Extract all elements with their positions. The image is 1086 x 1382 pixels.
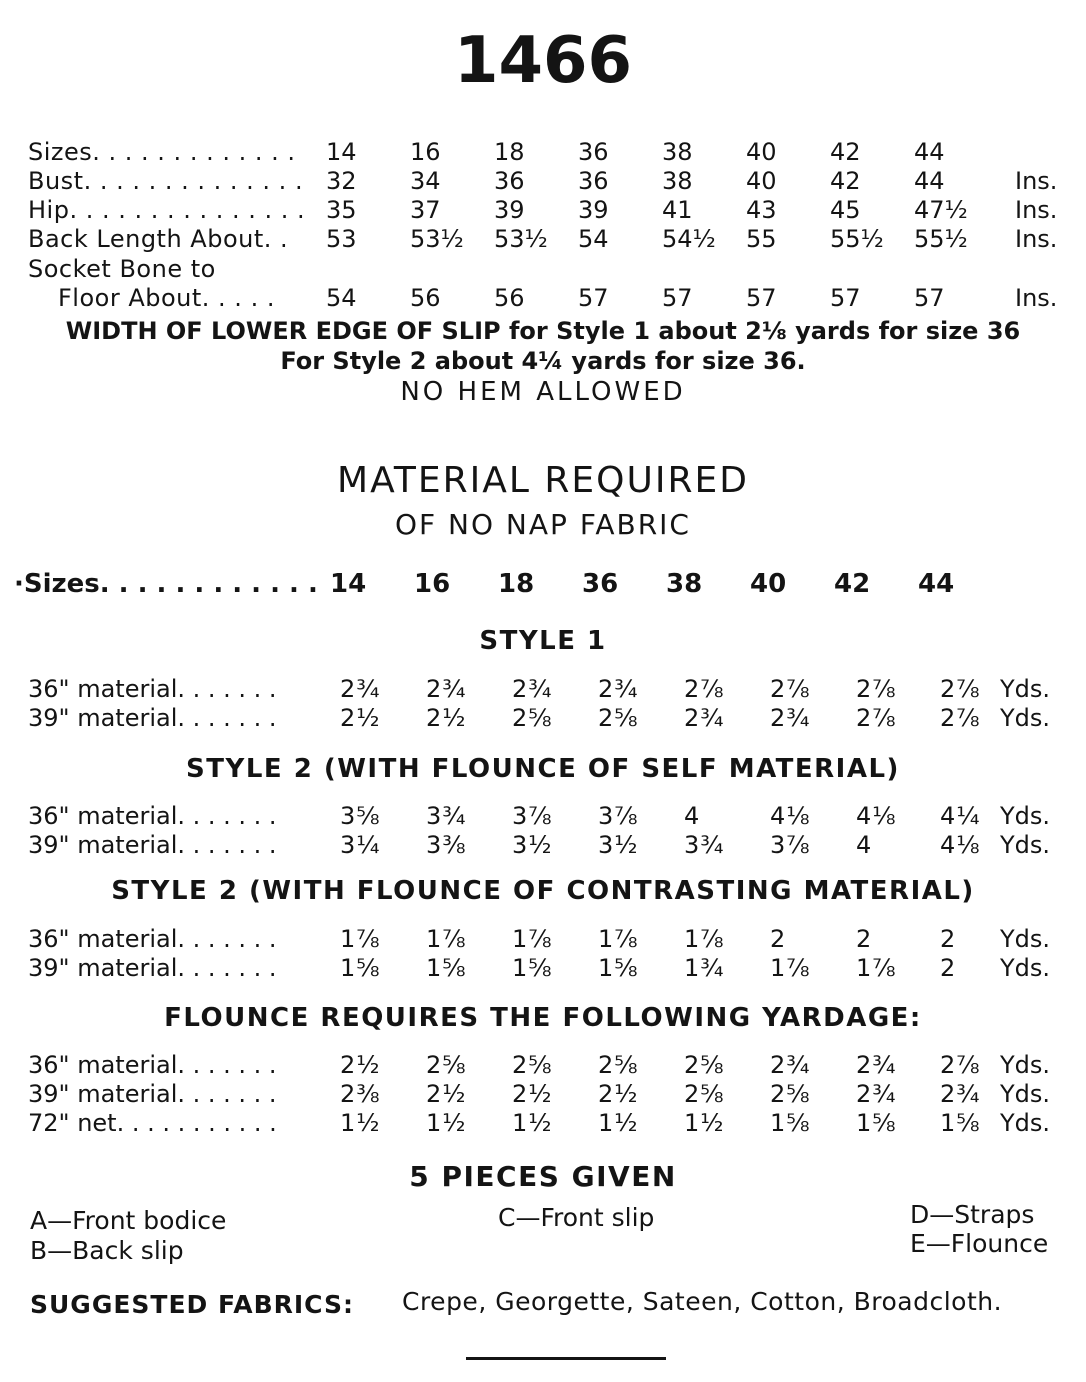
fabrics-label: SUGGESTED FABRICS: — [30, 1290, 354, 1319]
material-cell: 2⅞ — [940, 1051, 981, 1079]
section-heading: STYLE 2 (WITH FLOUNCE OF SELF MATERIAL) — [186, 754, 900, 784]
pattern-number: 1466 — [453, 24, 633, 98]
material-row-unit: Yds. — [1000, 1080, 1051, 1108]
material-cell: 2¾ — [770, 1051, 811, 1079]
material-row-unit: Yds. — [1000, 1109, 1051, 1137]
sizes-row-unit: Ins. — [1015, 225, 1058, 253]
material-row-unit: Yds. — [1000, 954, 1051, 982]
sizes-row-unit: Ins. — [1015, 167, 1058, 195]
sizes-cell: 55 — [746, 225, 777, 253]
sizes-cell: 42 — [830, 167, 861, 195]
material-cell: 1⅞ — [598, 925, 639, 953]
material-cell: 2¾ — [598, 675, 639, 703]
material-cell: 2¾ — [770, 704, 811, 732]
material-row-label: 36" material. . . . . . . — [28, 802, 277, 830]
material-size-value: 16 — [414, 569, 451, 599]
material-cell: 2¾ — [426, 675, 467, 703]
material-cell: 2½ — [426, 1080, 467, 1108]
material-sizes-row — [14, 566, 1074, 602]
material-cell: 1½ — [598, 1109, 639, 1137]
material-row — [28, 1108, 1068, 1138]
fabrics-list: Crepe, Georgette, Sateen, Cotton, Broadcloth. — [402, 1287, 1003, 1316]
material-cell: 2½ — [598, 1080, 639, 1108]
material-row-label: 39" material. . . . . . . — [28, 704, 277, 732]
material-cell: 2 — [770, 925, 787, 953]
sizes-cell: 39 — [578, 196, 609, 224]
sizes-table-row — [28, 195, 1068, 225]
material-row-unit: Yds. — [1000, 704, 1051, 732]
material-cell: 2½ — [340, 704, 381, 732]
material-row — [28, 1079, 1068, 1109]
material-cell: 2⅞ — [770, 675, 811, 703]
sizes-cell: 57 — [746, 284, 777, 312]
material-cell: 1⅞ — [340, 925, 381, 953]
sizes-cell: 45 — [830, 196, 861, 224]
material-cell: 2½ — [340, 1051, 381, 1079]
material-cell: 1½ — [512, 1109, 553, 1137]
material-row-label: 36" material. . . . . . . — [28, 925, 277, 953]
bottom-rule — [466, 1357, 666, 1360]
material-size-value: 40 — [750, 569, 787, 599]
material-row — [28, 1050, 1068, 1080]
material-row-unit: Yds. — [1000, 802, 1051, 830]
material-cell: 4⅛ — [770, 802, 811, 830]
sizes-cell: 57 — [662, 284, 693, 312]
sizes-row-unit: Ins. — [1015, 284, 1058, 312]
sizes-cell: 36 — [494, 167, 525, 195]
sizes-cell: 16 — [410, 138, 441, 166]
sizes-cell: 38 — [662, 138, 693, 166]
material-cell: 3½ — [512, 831, 553, 859]
sizes-cell: 57 — [914, 284, 945, 312]
material-cell: 3⅞ — [598, 802, 639, 830]
sizes-table-row — [28, 224, 1068, 254]
material-cell: 1⅝ — [426, 954, 467, 982]
material-cell: 2⅝ — [684, 1051, 725, 1079]
hem-note: NO HEM ALLOWED — [400, 377, 686, 407]
piece-e: E—Flounce — [910, 1229, 1049, 1258]
material-row — [28, 801, 1068, 831]
width-note-1: WIDTH OF LOWER EDGE OF SLIP for Style 1 about 2⅛ yards for size 36 — [65, 317, 1021, 345]
material-cell: 2½ — [512, 1080, 553, 1108]
material-row-unit: Yds. — [1000, 1051, 1051, 1079]
material-cell: 1⅞ — [770, 954, 811, 982]
sizes-cell: 56 — [410, 284, 441, 312]
material-cell: 1½ — [684, 1109, 725, 1137]
material-cell: 1⅞ — [512, 925, 553, 953]
sizes-cell: 54 — [578, 225, 609, 253]
sizes-table-row — [28, 166, 1068, 196]
material-row — [28, 703, 1068, 733]
sizes-cell: 53 — [326, 225, 357, 253]
sizes-row-label: Sizes. . . . . . . . . . . . . — [28, 138, 296, 166]
material-cell: 3¼ — [340, 831, 381, 859]
material-cell: 2⅞ — [856, 704, 897, 732]
sizes-cell: 36 — [578, 138, 609, 166]
sizes-table-row — [28, 283, 1068, 313]
section-heading: FLOUNCE REQUIRES THE FOLLOWING YARDAGE: — [164, 1003, 922, 1033]
sizes-row-label: Socket Bone to — [28, 255, 216, 283]
sizes-cell: 40 — [746, 167, 777, 195]
sizes-cell: 53½ — [410, 225, 464, 253]
sizes-cell: 32 — [326, 167, 357, 195]
material-size-value: 18 — [498, 569, 535, 599]
material-cell: 3⅞ — [512, 802, 553, 830]
sizes-row-label: Bust. . . . . . . . . . . . . . — [28, 167, 304, 195]
sizes-cell: 44 — [914, 167, 945, 195]
sizes-row-label: Hip. . . . . . . . . . . . . . . — [28, 196, 306, 224]
material-size-value: 38 — [666, 569, 703, 599]
material-cell: 2⅞ — [940, 675, 981, 703]
material-cell: 2¾ — [512, 675, 553, 703]
material-cell: 3⅝ — [340, 802, 381, 830]
material-cell: 3¾ — [684, 831, 725, 859]
material-cell: 2⅜ — [340, 1080, 381, 1108]
material-cell: 2 — [940, 954, 957, 982]
piece-a: A—Front bodice — [30, 1206, 227, 1235]
sizes-cell: 55½ — [830, 225, 884, 253]
sizes-cell: 53½ — [494, 225, 548, 253]
material-cell: 2⅝ — [770, 1080, 811, 1108]
sizes-cell: 47½ — [914, 196, 968, 224]
sizes-cell: 55½ — [914, 225, 968, 253]
sizes-cell: 34 — [410, 167, 441, 195]
material-cell: 1⅞ — [856, 954, 897, 982]
material-cell: 2⅝ — [684, 1080, 725, 1108]
material-row-label: 39" material. . . . . . . — [28, 831, 277, 859]
sizes-cell: 54 — [326, 284, 357, 312]
piece-b: B—Back slip — [30, 1236, 184, 1265]
sizes-cell: 54½ — [662, 225, 716, 253]
material-row — [28, 924, 1068, 954]
material-cell: 1½ — [426, 1109, 467, 1137]
material-cell: 3½ — [598, 831, 639, 859]
material-cell: 2¾ — [856, 1080, 897, 1108]
sizes-cell: 42 — [830, 138, 861, 166]
pieces-heading: 5 PIECES GIVEN — [409, 1160, 677, 1193]
sizes-cell: 57 — [578, 284, 609, 312]
material-cell: 2⅝ — [512, 704, 553, 732]
material-row-label: 36" material. . . . . . . — [28, 1051, 277, 1079]
sizes-row-label: Floor About. . . . . — [58, 284, 275, 312]
sizes-cell: 38 — [662, 167, 693, 195]
material-row-unit: Yds. — [1000, 925, 1051, 953]
sizes-cell: 36 — [578, 167, 609, 195]
sizes-cell: 37 — [410, 196, 441, 224]
sizes-cell: 14 — [326, 138, 357, 166]
material-row-unit: Yds. — [1000, 675, 1051, 703]
sizes-cell: 40 — [746, 138, 777, 166]
material-cell: 2 — [856, 925, 873, 953]
material-cell: 3⅜ — [426, 831, 467, 859]
sizes-table-row — [28, 254, 1068, 284]
material-cell: 4¼ — [940, 802, 981, 830]
material-cell: 2⅞ — [856, 675, 897, 703]
sizes-row-label: Back Length About. . — [28, 225, 289, 253]
sizes-cell: 44 — [914, 138, 945, 166]
material-cell: 2 — [940, 925, 957, 953]
material-cell: 1¾ — [684, 954, 725, 982]
material-row-label: 39" material. . . . . . . — [28, 954, 277, 982]
sizes-cell: 18 — [494, 138, 525, 166]
material-cell: 4 — [684, 802, 701, 830]
material-cell: 1⅝ — [856, 1109, 897, 1137]
sizes-cell: 57 — [830, 284, 861, 312]
sizes-cell: 56 — [494, 284, 525, 312]
material-size-value: 44 — [918, 569, 955, 599]
piece-d: D—Straps — [910, 1200, 1035, 1229]
material-row — [28, 830, 1068, 860]
material-cell: 1½ — [340, 1109, 381, 1137]
material-cell: 1⅝ — [598, 954, 639, 982]
material-subheading: OF NO NAP FABRIC — [395, 508, 691, 541]
material-cell: 2½ — [426, 704, 467, 732]
material-cell: 1⅞ — [684, 925, 725, 953]
material-cell: 4⅛ — [856, 802, 897, 830]
material-cell: 2⅝ — [512, 1051, 553, 1079]
material-cell: 1⅞ — [426, 925, 467, 953]
material-row — [28, 674, 1068, 704]
material-cell: 2⅝ — [598, 704, 639, 732]
material-cell: 2¾ — [340, 675, 381, 703]
material-cell: 2¾ — [940, 1080, 981, 1108]
sizes-cell: 41 — [662, 196, 693, 224]
piece-c: C—Front slip — [498, 1203, 655, 1232]
sizes-cell: 43 — [746, 196, 777, 224]
material-size-value: 42 — [834, 569, 871, 599]
material-row-unit: Yds. — [1000, 831, 1051, 859]
material-row — [28, 953, 1068, 983]
material-size-value: 36 — [582, 569, 619, 599]
section-heading: STYLE 2 (WITH FLOUNCE OF CONTRASTING MATERIAL) — [111, 876, 975, 906]
material-cell: 1⅝ — [512, 954, 553, 982]
material-sizes-label: ·Sizes. . . . . . . . . . . . — [14, 569, 318, 599]
material-cell: 1⅝ — [770, 1109, 811, 1137]
material-cell: 2¾ — [684, 704, 725, 732]
sizes-cell: 39 — [494, 196, 525, 224]
material-heading: MATERIAL REQUIRED — [337, 460, 749, 501]
sizes-cell: 35 — [326, 196, 357, 224]
material-cell: 3⅞ — [770, 831, 811, 859]
material-cell: 1⅝ — [340, 954, 381, 982]
material-cell: 3¾ — [426, 802, 467, 830]
sizes-table-row — [28, 137, 1068, 167]
material-cell: 2⅝ — [598, 1051, 639, 1079]
material-cell: 2¾ — [856, 1051, 897, 1079]
material-cell: 2⅞ — [684, 675, 725, 703]
sizes-row-unit: Ins. — [1015, 196, 1058, 224]
material-cell: 4⅛ — [940, 831, 981, 859]
material-cell: 4 — [856, 831, 873, 859]
material-row-label: 72" net. . . . . . . . . . . — [28, 1109, 277, 1137]
material-cell: 2⅞ — [940, 704, 981, 732]
material-cell: 2⅝ — [426, 1051, 467, 1079]
material-cell: 1⅝ — [940, 1109, 981, 1137]
material-row-label: 36" material. . . . . . . — [28, 675, 277, 703]
width-note-2: For Style 2 about 4¼ yards for size 36. — [280, 347, 806, 375]
section-heading: STYLE 1 — [479, 626, 607, 656]
material-size-value: 14 — [330, 569, 367, 599]
material-row-label: 39" material. . . . . . . — [28, 1080, 277, 1108]
